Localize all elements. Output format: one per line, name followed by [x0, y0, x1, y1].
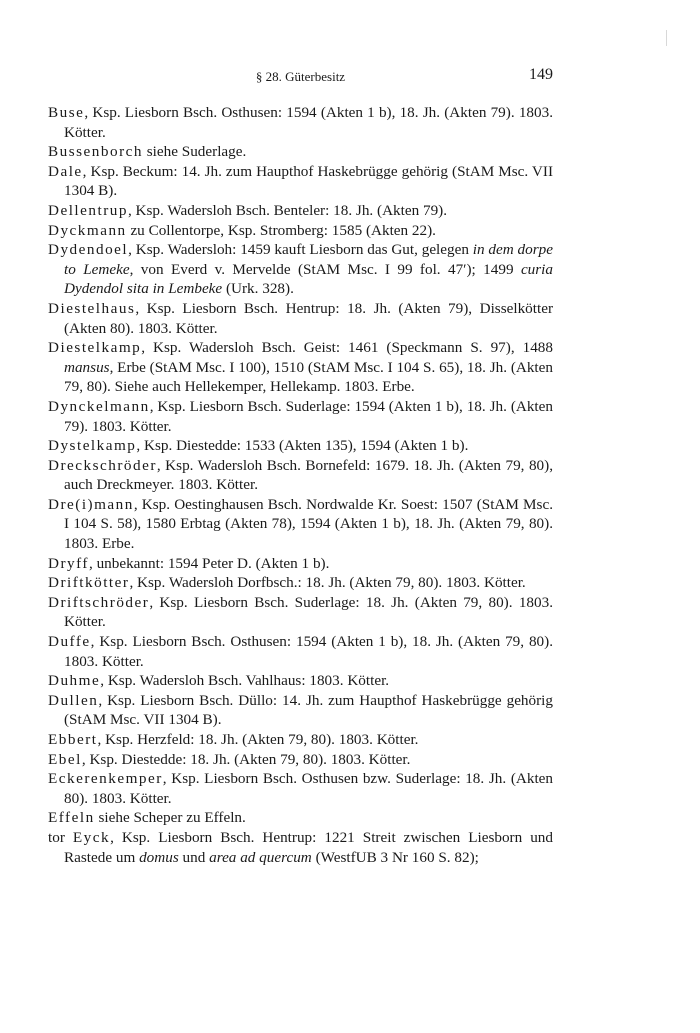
- entry-name: Bussenborch: [48, 143, 143, 161]
- entry-text: tor: [48, 828, 73, 846]
- entry-name: Dydendoel: [48, 241, 129, 259]
- register-entry: [48, 103, 553, 142]
- entry-text: , Erbe (StAM Msc. I 100), 1510 (StAM Msc. I 104 S. 65), 18. Jh. (Akten 79, 80). Siehe auch Hellekemper, Hellekamp. 1803. Erbe.: [64, 358, 553, 396]
- entry-text: , Ksp. Liesborn Bsch. Osthusen: 1594 (Akten 1 b), 18. Jh. (Akten 79). 1803. Kötter.: [64, 104, 553, 141]
- register-entry: [48, 240, 553, 299]
- entry-text: , Ksp. Liesborn Bsch. Osthusen bzw. Suderlage: 18. Jh. (Akten 80). 1803. Kötter.: [64, 770, 553, 807]
- entry-name: Dyckmann: [48, 221, 127, 239]
- margin-mark: [666, 30, 667, 46]
- entry-text: , Ksp. Liesborn Bsch. Hentrup: 1221 Streit zwischen Liesborn und Rastede um: [64, 828, 553, 866]
- register-entry: [48, 769, 553, 808]
- register-entry: [48, 221, 553, 241]
- running-head: [48, 66, 553, 86]
- entry-text: (WestfUB 3 Nr 160 S. 82);: [311, 848, 479, 866]
- register-entry: [48, 436, 553, 456]
- entry-text: , Ksp. Wadersloh Bsch. Bornefeld: 1679. 18. Jh. (Akten 79, 80), auch Dreckmeyer. 1803. Kötter.: [64, 456, 553, 494]
- register-entry: [48, 201, 553, 221]
- section-title: § 28. Güterbesitz: [255, 69, 346, 84]
- register-entry: [48, 632, 553, 671]
- entry-name: Effeln: [48, 809, 95, 827]
- entry-text: , Ksp. Herzfeld: 18. Jh. (Akten 79, 80). 1803. Kötter.: [97, 731, 419, 748]
- register-entry: [48, 162, 553, 201]
- entry-name: Eyck: [72, 828, 111, 846]
- register-entry: [48, 750, 553, 770]
- entry-text: , Ksp. Oestinghausen Bsch. Nordwalde Kr. Soest: 1507 (StAM Msc. I 104 S. 58), 1580 Erbtag (Akten 78), 1594 (Akten 1 b), 18. Jh. (Akten 79, 80). 1803. Erbe.: [64, 495, 553, 553]
- register-entry: [48, 299, 553, 338]
- register-entry: [48, 808, 553, 828]
- entry-quote-italic: domus: [139, 848, 179, 866]
- register-entries: [48, 103, 553, 867]
- entry-text: , Ksp. Beckum: 14. Jh. zum Haupthof Haskebrügge gehörig (StAM Msc. VII 1304 B).: [64, 162, 553, 200]
- entry-text: , Ksp. Wadersloh Bsch. Benteler: 18. Jh. (Akten 79).: [127, 201, 448, 219]
- register-entry: [48, 456, 553, 495]
- entry-text: , Ksp. Liesborn Bsch. Hentrup: 18. Jh. (Akten 79), Disselkötter (Akten 80). 1803. Kötter.: [64, 299, 553, 337]
- entry-name: Dreckschröder: [48, 456, 157, 474]
- entry-name: Buse: [48, 104, 85, 121]
- register-entry: [48, 593, 553, 632]
- entry-text: , Ksp. Diestedde: 18. Jh. (Akten 79, 80). 1803. Kötter.: [81, 750, 411, 768]
- entry-text: , Ksp. Wadersloh: 1459 kauft Liesborn das Gut, gelegen: [128, 241, 473, 259]
- entry-name: Dullen: [48, 691, 99, 709]
- entry-name: Ebbert: [48, 731, 98, 748]
- entry-text: und: [178, 848, 210, 866]
- register-entry: [48, 573, 553, 593]
- entry-name: Driftkötter: [48, 574, 130, 592]
- entry-text: , von Everd v. Mervelde (StAM Msc. I 99 fol. 47′); 1499: [129, 260, 521, 278]
- entry-quote-italic: in dem dorpe to Lemeke: [64, 241, 553, 278]
- entry-text: , Ksp. Wadersloh Bsch. Vahlhaus: 1803. Kötter.: [100, 672, 390, 690]
- entry-name: Diestelhaus: [48, 299, 136, 317]
- entry-quote-italic: mansus: [64, 358, 110, 376]
- entry-name: Dale: [48, 162, 83, 180]
- entry-name: Dynckelmann: [48, 397, 150, 415]
- entry-quote-italic: area ad quercum: [209, 848, 312, 866]
- entry-name: Driftschröder: [48, 593, 150, 611]
- entry-name: Dystelkamp: [48, 437, 137, 455]
- entry-name: Duhme: [48, 672, 101, 690]
- register-entry: [48, 554, 553, 574]
- page-number: 149: [529, 66, 553, 83]
- entry-text: siehe Scheper zu Effeln.: [94, 809, 246, 827]
- register-entry: [48, 338, 553, 397]
- entry-name: Dryff: [48, 554, 89, 572]
- entry-text: , Ksp. Liesborn Bsch. Osthusen: 1594 (Akten 1 b), 18. Jh. (Akten 79, 80). 1803. Kötter.: [64, 633, 553, 670]
- entry-name: Diestelkamp: [48, 339, 142, 357]
- register-entry: [48, 671, 553, 691]
- register-entry: [48, 828, 553, 867]
- entry-text: , unbekannt: 1594 Peter D. (Akten 1 b).: [88, 554, 330, 572]
- entry-text: zu Collentorpe, Ksp. Stromberg: 1585 (Akten 22).: [126, 221, 436, 239]
- entry-text: , Ksp. Liesborn Bsch. Düllo: 14. Jh. zum Haupthof Haskebrügge gehörig (StAM Msc. VII 1304 B).: [64, 691, 553, 729]
- entry-text: siehe Suderlage.: [142, 143, 247, 161]
- entry-name: Eckerenkemper: [48, 770, 163, 788]
- entry-name: Ebel: [48, 750, 82, 768]
- entry-name: Dre(i)mann: [48, 495, 134, 513]
- register-entry: [48, 397, 553, 436]
- entry-quote-italic: curia Dydendol sita in Lembeke: [64, 260, 553, 298]
- entry-text: , Ksp. Wadersloh Bsch. Geist: 1461 (Speckmann S. 97), 1488: [141, 339, 553, 357]
- register-entry: [48, 142, 553, 162]
- entry-name: Duffe: [48, 633, 91, 651]
- register-entry: [48, 730, 553, 750]
- entry-text: , Ksp. Wadersloh Dorfbsch.: 18. Jh. (Akten 79, 80). 1803. Kötter.: [129, 574, 526, 592]
- entry-text: , Ksp. Liesborn Bsch. Suderlage: 18. Jh. (Akten 79, 80). 1803. Kötter.: [64, 593, 553, 631]
- register-entry: [48, 495, 553, 554]
- entry-text: , Ksp. Liesborn Bsch. Suderlage: 1594 (Akten 1 b), 18. Jh. (Akten 79). 1803. Kötter.: [64, 397, 553, 435]
- entry-text: (Urk. 328).: [222, 280, 294, 298]
- entry-name: Dellentrup: [48, 201, 128, 219]
- register-entry: [48, 691, 553, 730]
- entry-text: , Ksp. Diestedde: 1533 (Akten 135), 1594 (Akten 1 b).: [136, 437, 469, 455]
